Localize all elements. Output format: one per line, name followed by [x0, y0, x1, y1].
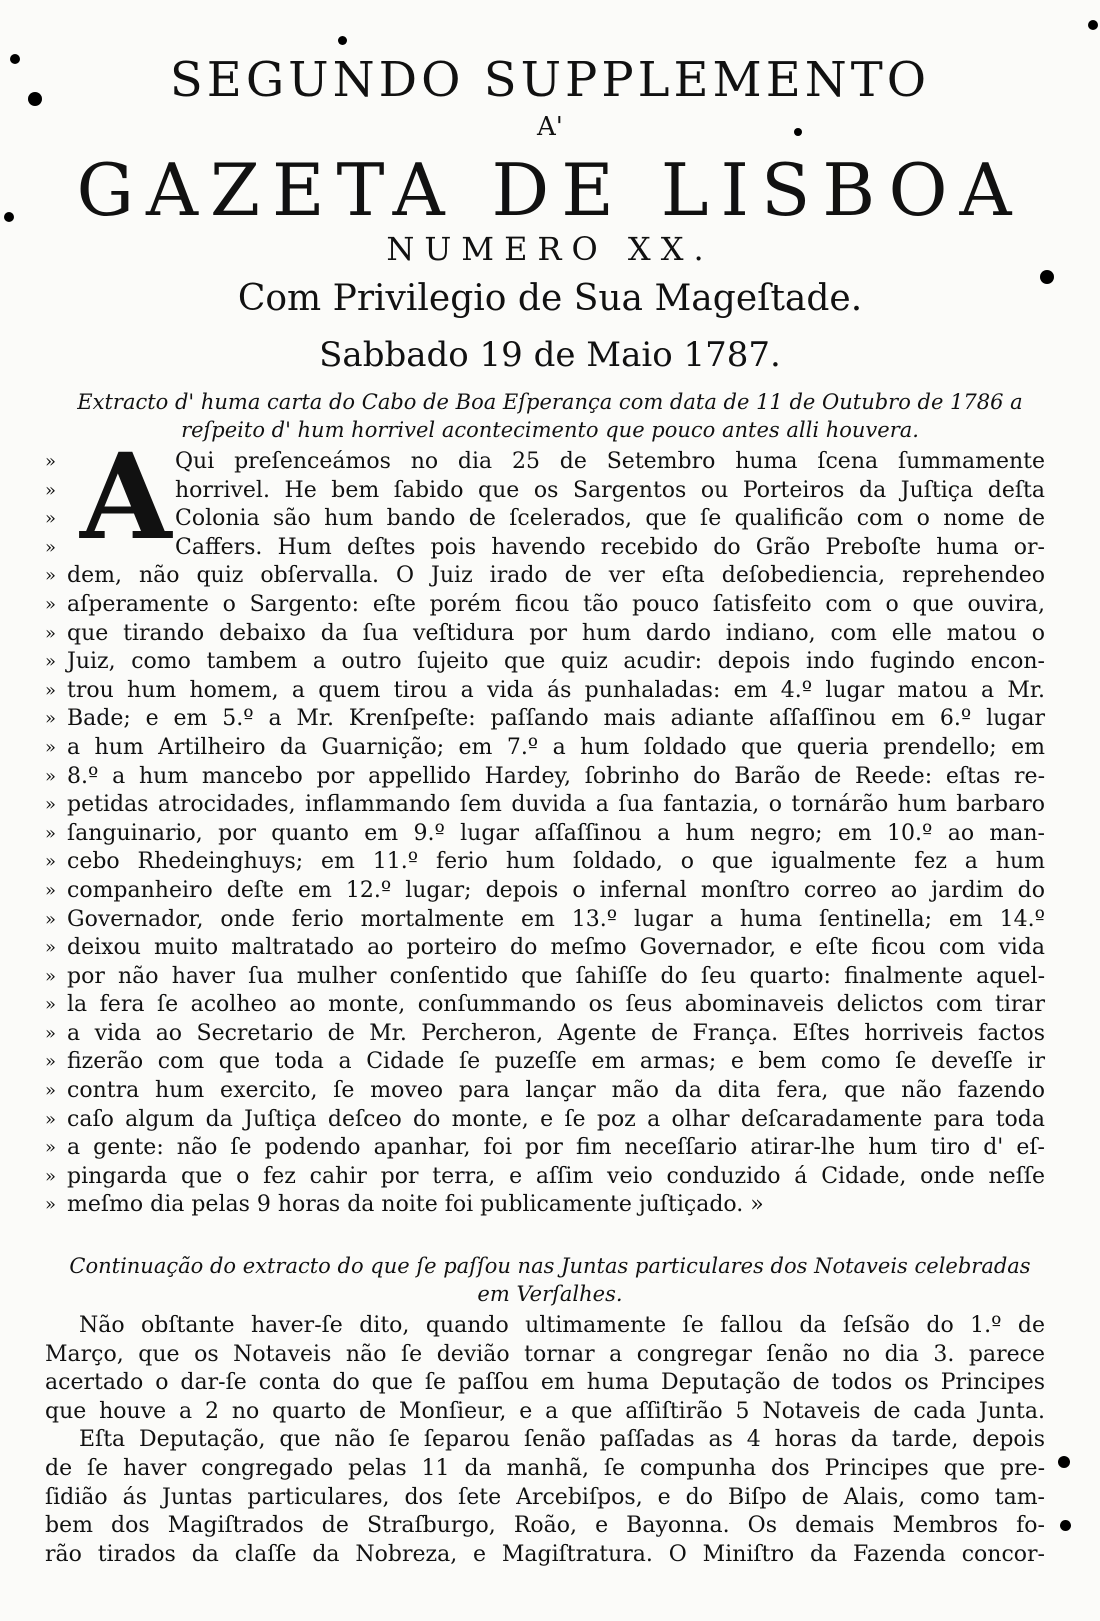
text-line — [45, 1541, 1045, 1570]
line-text: 8.º a hum mancebo por appellido Hardey, ſobrinho do Barão de Reede: eſtas re- — [67, 763, 1045, 789]
text-line — [45, 1163, 1045, 1192]
line-text: acertado o dar-ſe conta do que ſe paſſou em huma Deputação de todos os Principes — [45, 1370, 1045, 1396]
text-line — [45, 534, 1045, 563]
text-line — [45, 1341, 1045, 1370]
gazette-title: GAZETA DE LISBOA — [76, 148, 1024, 232]
text-line — [45, 448, 1045, 477]
line-text: de ſe haver congregado pelas 11 da manhã, ſe compunha dos Principes que pre- — [45, 1455, 1045, 1481]
line-text: fizerão com que toda a Cidade ſe puzeſſe em armas; e bem como ſe deveſſe ir — [67, 1049, 1045, 1075]
line-text: companheiro deſte em 12.º lugar; depois o infernal monſtro correo ao jardim do — [67, 877, 1045, 903]
line-text: que houve a 2 no quarto de Monſieur, e a que aſſiſtirão 5 Notaveis de cada Junta. — [45, 1398, 1045, 1424]
quote-mark: » — [45, 1194, 57, 1216]
line-text: caſo algum da Juſtiça deſceo do monte, e ſe poz a olhar deſcaradamente para toda — [67, 1106, 1045, 1132]
text-line — [45, 591, 1045, 620]
quote-mark: » — [45, 937, 57, 959]
quote-mark: » — [45, 851, 57, 873]
line-text: a gente: não ſe podendo apanhar, foi por fim neceſſario atirar-lhe hum tiro d' eſ- — [67, 1135, 1045, 1161]
line-text: Março, que os Notaveis não ſe devião tornar a congregar ſenão no dia 3. parece — [45, 1341, 1045, 1367]
line-text: Qui preſenceámos no dia 25 de Setembro huma ſcena ſummamente — [175, 449, 1045, 474]
text-line — [45, 906, 1045, 935]
line-text: Governador, onde ferio mortalmente em 13.º lugar a huma ſentinella; em 14.º — [67, 906, 1045, 932]
line-text: contra hum exercito, ſe moveo para lançar mão da dita fera, que não fazendo — [67, 1078, 1045, 1104]
text-line — [45, 1369, 1045, 1398]
quote-mark: » — [45, 708, 57, 730]
text-line — [45, 820, 1045, 849]
text-line — [45, 1512, 1045, 1541]
quote-mark: » — [45, 651, 57, 673]
ink-speck — [4, 212, 14, 222]
text-line — [45, 477, 1045, 506]
article2-intro: Continuação do extracto do que ſe paſſou nas Juntas particulares dos Notaveis celebradas em Verſalhes. — [69, 1254, 1031, 1306]
article1-intro: Extracto d' huma carta do Cabo de Boa Eſperança com data de 11 de Outubro de 1786 a reſpeito d' hum horrivel acontecimento que pouco antes alli houvera. — [77, 390, 1023, 442]
quote-mark: » — [45, 794, 57, 816]
line-text: Caffers. Hum deſtes pois havendo recebido do Grão Preboſte huma or- — [175, 534, 1045, 560]
privilege-line: Com Privilegio de Sua Mageſtade. — [237, 278, 863, 319]
line-text: cebo Rhedeinghuys; em 11.º ferio hum ſoldado, o que igualmente fez a hum — [67, 849, 1045, 875]
text-line — [45, 505, 1045, 534]
text-line — [45, 1455, 1045, 1484]
line-text: Eſta Deputação, que não ſe ſeparou ſenão paſſadas as 4 horas da tarde, depois — [79, 1427, 1045, 1453]
text-line — [45, 848, 1045, 877]
issue-date: Sabbado 19 de Maio 1787. — [319, 335, 781, 375]
text-line — [45, 1077, 1045, 1106]
ink-speck — [1088, 20, 1098, 30]
article1-body — [45, 448, 1045, 1220]
line-text: meſmo dia pelas 9 horas da noite foi publicamente juſtiçado. » — [67, 1192, 764, 1218]
text-line — [45, 1484, 1045, 1513]
quote-mark: » — [45, 908, 57, 930]
quote-mark: » — [45, 679, 57, 701]
text-line — [45, 963, 1045, 992]
ink-speck — [10, 54, 20, 64]
quote-mark: » — [45, 1108, 57, 1130]
line-text: ſidião ás Juntas particulares, dos ſete Arcebiſpos, e do Biſpo de Alais, como tam- — [45, 1484, 1045, 1510]
quote-mark: » — [45, 994, 57, 1016]
quote-mark: » — [45, 565, 57, 587]
text-line — [45, 877, 1045, 906]
text-line — [45, 1106, 1045, 1135]
line-text: a hum Artilheiro da Guarnição; em 7.º a hum ſoldado que queria prendello; em — [67, 734, 1045, 760]
text-line — [45, 705, 1045, 734]
quote-mark: » — [45, 536, 57, 558]
text-line — [45, 648, 1045, 677]
text-line — [45, 934, 1045, 963]
issue-number: NUMERO XX. — [386, 230, 714, 268]
quote-mark: » — [45, 736, 57, 758]
ink-speck — [338, 36, 347, 45]
text-line — [45, 1134, 1045, 1163]
line-text: a vida ao Secretario de Mr. Percheron, Agente de França. Eſtes horriveis factos — [67, 1020, 1045, 1046]
preposition-heading: A' — [537, 112, 563, 142]
quote-mark: » — [45, 1022, 57, 1044]
text-line — [45, 734, 1045, 763]
quote-mark: » — [45, 1051, 57, 1073]
quote-mark: » — [45, 1137, 57, 1159]
text-line — [45, 1426, 1045, 1455]
quote-mark: » — [45, 508, 57, 530]
ink-speck — [794, 128, 802, 136]
line-text: la fera ſe acolheo ao monte, conſummando os ſeus abominaveis delictos com tirar — [67, 992, 1045, 1018]
quote-mark: » — [45, 1080, 57, 1102]
text-line — [45, 763, 1045, 792]
quote-mark: » — [45, 622, 57, 644]
text-line — [45, 677, 1045, 706]
line-text: petidas atrocidades, inflammando ſem duvida a ſua fantazia, o tornárão hum barbaro — [67, 792, 1045, 818]
text-line — [45, 562, 1045, 591]
quote-mark: » — [45, 879, 57, 901]
supplement-heading: SEGUNDO SUPPLEMENTO — [169, 52, 931, 108]
line-text: Bade; e em 5.º a Mr. Krenſpeſte: paſſando mais adiante aſſaſſinou em 6.º lugar — [67, 706, 1045, 732]
quote-mark: » — [45, 965, 57, 987]
line-text: Juiz, como tambem a outro ſujeito que quiz acudir: depois indo fugindo encon- — [67, 649, 1045, 675]
text-line — [45, 1191, 1045, 1220]
line-text: ſanguinario, por quanto em 9.º lugar aſſaſſinou a hum negro; em 10.º ao man- — [67, 820, 1045, 846]
text-line — [45, 1312, 1045, 1341]
text-line — [45, 1048, 1045, 1077]
quote-mark: » — [45, 593, 57, 615]
quote-mark: » — [45, 451, 57, 472]
ink-speck — [1060, 1520, 1071, 1531]
line-text: que tirando debaixo da ſua veſtidura por hum dardo indiano, com elle matou o — [67, 620, 1045, 646]
ink-speck — [28, 92, 42, 106]
text-line — [45, 1020, 1045, 1049]
line-text: trou hum homem, a quem tirou a vida ás punhaladas: em 4.º lugar matou a Mr. — [67, 677, 1045, 703]
line-text: bem dos Magiſtrados de Straſburgo, Roão, e Bayonna. Os demais Membros fo- — [45, 1513, 1045, 1539]
line-text: pingarda que o fez cahir por terra, e aſſim veio conduzido á Cidade, onde neſſe — [67, 1163, 1045, 1189]
text-line — [45, 1398, 1045, 1427]
text-line — [45, 991, 1045, 1020]
line-text: rão tirados da claſſe da Nobreza, e Magiſtratura. O Miniſtro da Fazenda concor- — [45, 1541, 1045, 1567]
text-line — [45, 791, 1045, 820]
quote-mark: » — [45, 765, 57, 787]
ink-speck — [1040, 270, 1054, 284]
ink-speck — [1058, 1456, 1070, 1468]
quote-mark: » — [45, 479, 57, 501]
text-line — [45, 620, 1045, 649]
quote-mark: » — [45, 1165, 57, 1187]
line-text: dem, não quiz obſervalla. O Juiz irado de ver eſta deſobediencia, reprehendeo — [67, 563, 1045, 589]
drop-cap: A — [80, 427, 172, 566]
line-text: horrivel. He bem ſabido que os Sargentos ou Porteiros da Juſtiça deſta — [175, 477, 1045, 503]
line-text: Colonia são hum bando de ſcelerados, que ſe qualificão com o nome de — [175, 506, 1045, 532]
line-text: por não haver ſua mulher conſentido que ſahiſſe do ſeu quarto: finalmente aquel- — [67, 963, 1045, 989]
line-text: Não obſtante haver-ſe dito, quando ultimamente ſe fallou da ſeſsão do 1.º de — [79, 1313, 1045, 1338]
quote-mark: » — [45, 822, 57, 844]
line-text: deixou muito maltratado ao porteiro do meſmo Governador, e eſte ficou com vida — [67, 935, 1045, 961]
article2-body — [45, 1312, 1045, 1569]
line-text: aſperamente o Sargento: eſte porém ficou tão pouco ſatisfeito com o que ouvira, — [67, 591, 1045, 617]
